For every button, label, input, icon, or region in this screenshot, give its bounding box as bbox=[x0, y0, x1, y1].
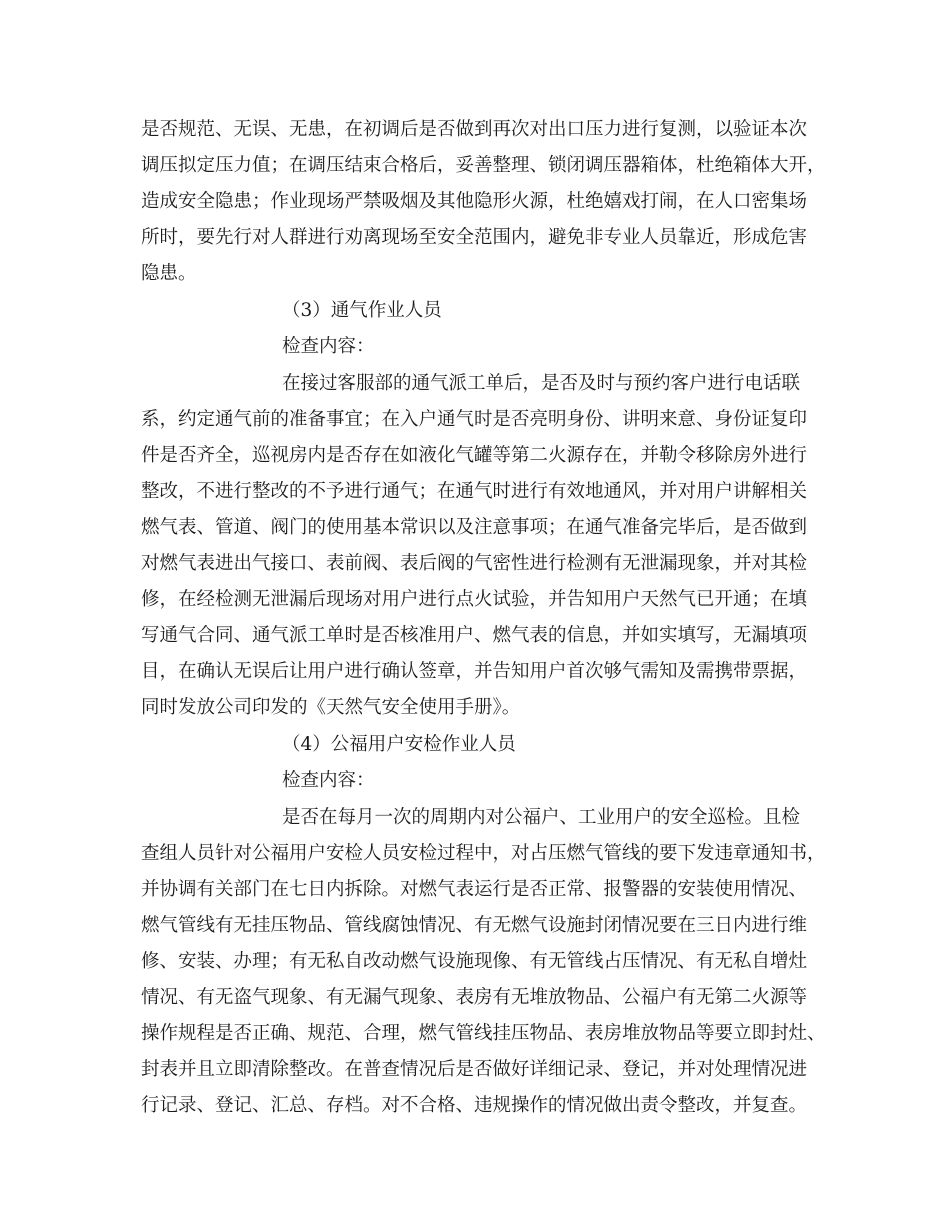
paragraph-line: 燃气管线有无挂压物品、管线腐蚀情况、有无燃气设施封闭情况要在三日内进行维 bbox=[141, 915, 808, 936]
paragraph-line: 写通气合同、通气派工单时是否核准用户、燃气表的信息，并如实填写，无漏填项 bbox=[141, 625, 808, 646]
paragraph-line: 燃气表、管道、阀门的使用基本常识以及注意事项；在通气准备完毕后，是否做到 bbox=[141, 517, 808, 538]
paragraph-line: 造成安全隐患；作业现场严禁吸烟及其他隐形火源，杜绝嬉戏打闹，在人口密集场 bbox=[141, 191, 808, 212]
paragraph-line: 修、安装、办理；有无私自改动燃气设施现像、有无管线占压情况、有无私自增灶 bbox=[141, 951, 808, 972]
paragraph-line: 行记录、登记、汇总、存档。对不合格、违规操作的情况做出责令整改，并复查。 bbox=[141, 1095, 808, 1116]
paragraph-line: 封表并且立即清除整改。在普查情况后是否做好详细记录、登记，并对处理情况进 bbox=[141, 1059, 808, 1080]
paragraph-line: 操作规程是否正确、规范、合理，燃气管线挂压物品、表房堆放物品等要立即封灶、 bbox=[141, 1023, 826, 1044]
paragraph-line: 件是否齐全，巡视房内是否存在如液化气罐等第二火源存在，并勒令移除房外进行 bbox=[141, 445, 808, 466]
paragraph-line: 所时，要先行对人群进行劝离现场至安全范围内，避免非专业人员靠近，形成危害 bbox=[141, 227, 808, 248]
paragraph-line: 并协调有关部门在七日内拆除。对燃气表运行是否正常、报警器的安装使用情况、 bbox=[141, 879, 808, 900]
paragraph-line: 查组人员针对公福用户安检人员安检过程中，对占压燃气管线的要下发违章通知书， bbox=[141, 843, 826, 864]
paragraph-line: 隐患。 bbox=[141, 263, 197, 284]
check-content-label: 检查内容： bbox=[282, 770, 375, 791]
paragraph-line: 对燃气表进出气接口、表前阀、表后阀的气密性进行检测有无泄漏现象，并对其检 bbox=[141, 553, 808, 574]
paragraph-line: 情况、有无盗气现象、有无漏气现象、表房有无堆放物品、公福户有无第二火源等 bbox=[141, 987, 808, 1008]
section-heading-public-welfare: （4）公福用户安检作业人员 bbox=[282, 734, 516, 755]
paragraph-line: 在接过客服部的通气派工单后，是否及时与预约客户进行电话联 bbox=[282, 373, 801, 394]
paragraph-line: 调压拟定压力值；在调压结束合格后，妥善整理、锁闭调压器箱体，杜绝箱体大开， bbox=[141, 155, 826, 176]
paragraph-line: 系，约定通气前的准备事宜；在入户通气时是否亮明身份、讲明来意、身份证复印 bbox=[141, 409, 808, 430]
paragraph-line: 目，在确认无误后让用户进行确认签章，并告知用户首次够气需知及需携带票据， bbox=[141, 661, 808, 682]
paragraph-line: 修，在经检测无泄漏后现场对用户进行点火试验，并告知用户天然气已开通；在填 bbox=[141, 589, 808, 610]
paragraph-line: 是否在每月一次的周期内对公福户、工业用户的安全巡检。且检 bbox=[282, 807, 801, 828]
paragraph-line: 整改，不进行整改的不予进行通气；在通气时进行有效地通风，并对用户讲解相关 bbox=[141, 481, 808, 502]
section-heading-ventilation: （3）通气作业人员 bbox=[282, 300, 442, 321]
paragraph-line: 是否规范、无误、无患，在初调后是否做到再次对出口压力进行复测，以验证本次 bbox=[141, 119, 808, 140]
paragraph-line: 同时发放公司印发的《天然气安全使用手册》。 bbox=[141, 697, 521, 718]
check-content-label: 检查内容： bbox=[282, 336, 375, 357]
